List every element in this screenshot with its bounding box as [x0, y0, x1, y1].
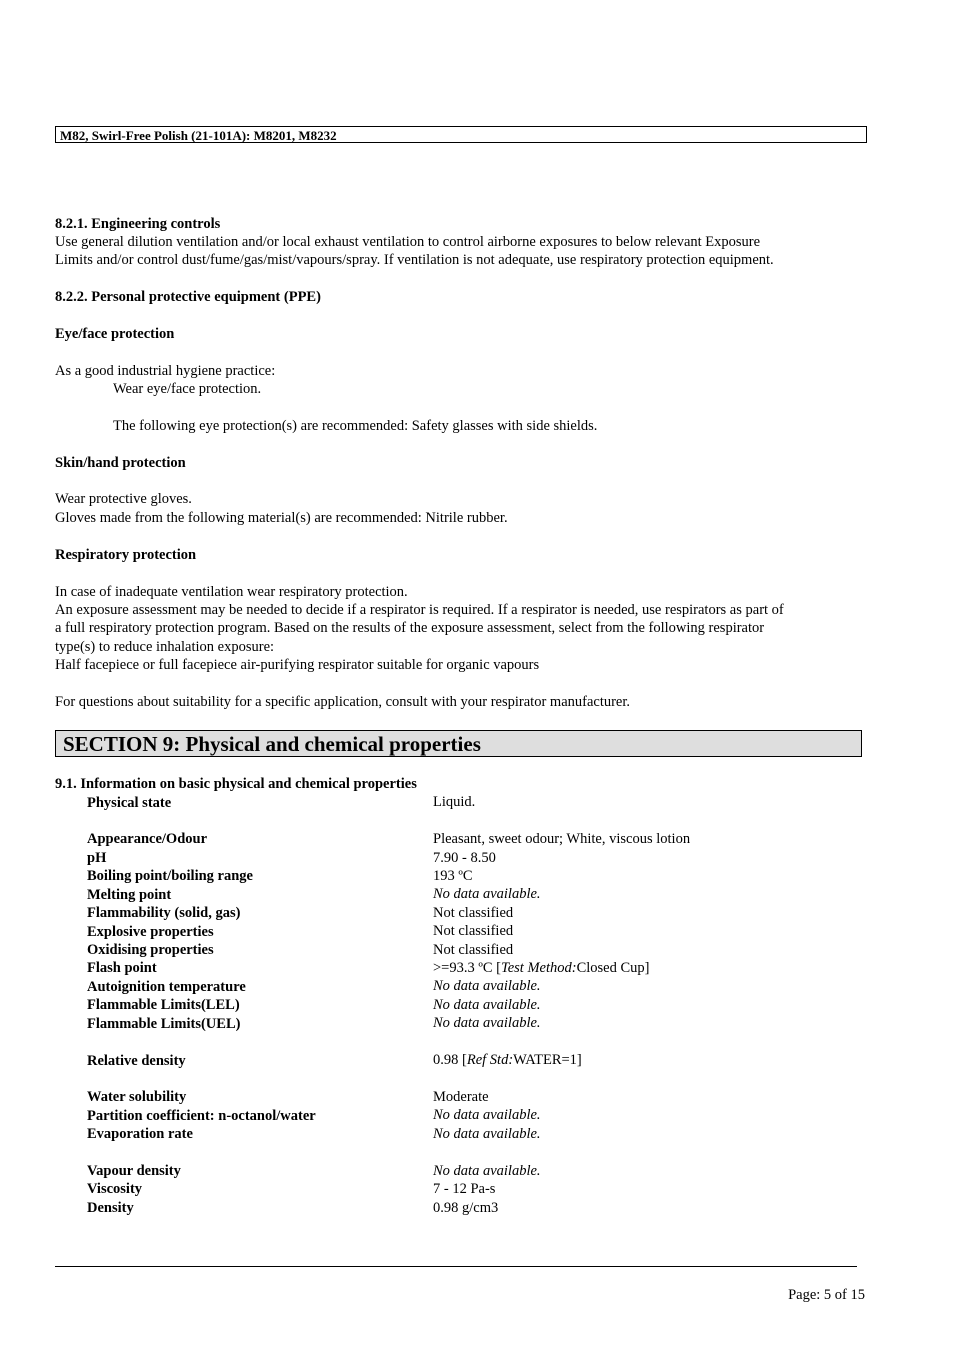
prop-value: 0.98 g/cm3 [433, 1200, 499, 1216]
prop-value: Pleasant, sweet odour; White, viscous lotion [433, 831, 691, 847]
prop-value [433, 1051, 582, 1069]
section-9-banner [55, 730, 862, 757]
skin-protection-line-1: Wear protective gloves. [55, 491, 192, 507]
prop-value: No data available. [433, 886, 541, 902]
prop-value: 193 ºC [433, 868, 473, 884]
eye-protection-heading: Eye/face protection [55, 326, 175, 342]
prop-label: pH [87, 850, 107, 866]
prop-value: No data available. [433, 978, 541, 994]
prop-value: No data available. [433, 1163, 541, 1179]
prop-label: Flammability (solid, gas) [87, 905, 241, 921]
value-text: >=93.3 ºC [ [433, 960, 501, 976]
footer-divider [55, 1266, 857, 1267]
prop-label: Flammable Limits(LEL) [87, 997, 240, 1013]
respiratory-line-4: type(s) to reduce inhalation exposure: [55, 639, 275, 655]
ppe-heading: 8.2.2. Personal protective equipment (PPE) [55, 289, 321, 305]
respiratory-line-3: a full respiratory protection program. Based on the results of the exposure assessment, select from the following respirator [55, 620, 765, 636]
skin-protection-line-2: Gloves made from the following material(s) are recommended: Nitrile rubber. [55, 510, 508, 526]
prop-value: Moderate [433, 1089, 489, 1105]
value-text: 0.98 [ [433, 1052, 467, 1068]
section-9-title: SECTION 9: Physical and chemical properties [63, 732, 481, 756]
eye-protection-intro: As a good industrial hygiene practice: [55, 363, 276, 379]
respiratory-line-2: An exposure assessment may be needed to decide if a respirator is required. If a respirator is needed, use respirators as part of [55, 602, 784, 618]
engineering-controls-line-2: Limits and/or control dust/fume/gas/mist/vapours/spray. If ventilation is not adequate, use respiratory protection equipment. [55, 252, 774, 268]
value-tail-text: WATER=1] [513, 1052, 582, 1068]
skin-protection-heading: Skin/hand protection [55, 455, 186, 471]
prop-value: Not classified [433, 923, 514, 939]
prop-value [433, 959, 649, 977]
prop-value: No data available. [433, 1015, 541, 1031]
prop-label: Autoignition temperature [87, 979, 246, 995]
prop-value: No data available. [433, 1107, 541, 1123]
value-italic-text: Test Method: [500, 960, 577, 976]
section-9-1-heading: 9.1. Information on basic physical and chemical properties [55, 776, 417, 792]
prop-label: Vapour density [87, 1163, 181, 1179]
value-tail-text: Closed Cup] [576, 960, 650, 976]
prop-label: Water solubility [87, 1089, 187, 1105]
prop-label: Flammable Limits(UEL) [87, 1016, 241, 1032]
prop-label: Oxidising properties [87, 942, 214, 958]
prop-value: Liquid. [433, 794, 476, 810]
page-number: Page: 5 of 15 [788, 1287, 865, 1303]
prop-label: Appearance/Odour [87, 831, 208, 847]
prop-label: Melting point [87, 887, 172, 903]
prop-label: Partition coefficient: n-octanol/water [87, 1108, 316, 1124]
respiratory-protection-heading: Respiratory protection [55, 547, 197, 563]
prop-value: 7 - 12 Pa-s [433, 1181, 496, 1197]
prop-value: No data available. [433, 997, 541, 1013]
respiratory-line-5: Half facepiece or full facepiece air-purifying respirator suitable for organic vapours [55, 657, 540, 673]
prop-label: Relative density [87, 1053, 186, 1069]
value-italic-text: Ref Std: [466, 1052, 514, 1068]
prop-value: Not classified [433, 942, 514, 958]
prop-label: Flash point [87, 960, 157, 976]
product-name: M82, Swirl-Free Polish (21-101A): M8201, M8232 [60, 128, 337, 143]
prop-value: Not classified [433, 905, 514, 921]
prop-label: Boiling point/boiling range [87, 868, 253, 884]
engineering-controls-heading: 8.2.1. Engineering controls [55, 216, 221, 232]
prop-label: Explosive properties [87, 924, 214, 940]
eye-protection-item-1: Wear eye/face protection. [113, 381, 262, 397]
prop-label: Physical state [87, 795, 172, 811]
engineering-controls-line-1: Use general dilution ventilation and/or local exhaust ventilation to control airborne exposures to below relevant Exposure [55, 234, 761, 250]
respiratory-line-1: In case of inadequate ventilation wear respiratory protection. [55, 584, 408, 600]
document-header [55, 126, 867, 143]
prop-label: Evaporation rate [87, 1126, 193, 1142]
prop-label: Density [87, 1200, 134, 1216]
prop-label: Viscosity [87, 1181, 143, 1197]
respiratory-line-6: For questions about suitability for a specific application, consult with your respirator manufacturer. [55, 694, 631, 710]
prop-value: 7.90 - 8.50 [433, 850, 496, 866]
eye-protection-item-2: The following eye protection(s) are recommended: Safety glasses with side shields. [113, 418, 598, 434]
prop-value: No data available. [433, 1126, 541, 1142]
